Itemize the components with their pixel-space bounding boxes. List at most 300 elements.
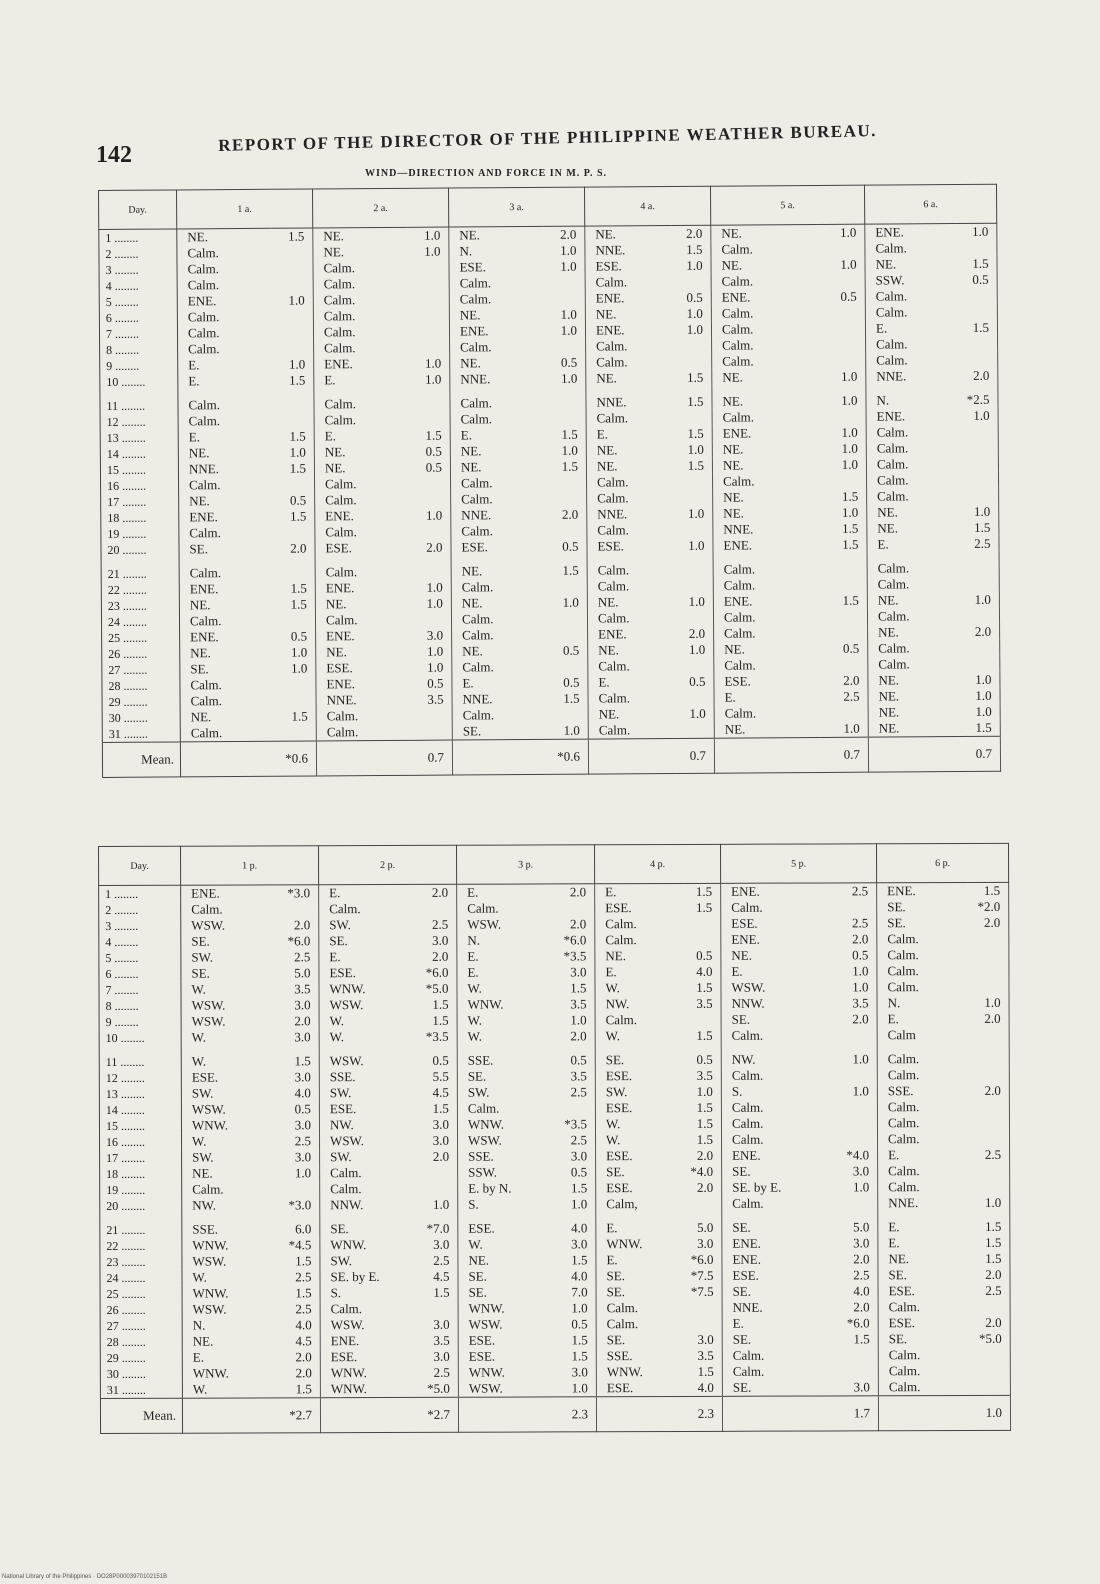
wind-direction: WNW. bbox=[329, 981, 366, 997]
wind-direction: ENE. bbox=[459, 323, 489, 339]
wind-force: 1.5 bbox=[272, 372, 314, 388]
wind-force: 2.0 bbox=[543, 226, 585, 243]
wind-direction: Calm. bbox=[606, 1300, 639, 1316]
wind-force bbox=[409, 476, 451, 492]
wind-direction: ENE. bbox=[189, 509, 218, 525]
day-number: 13 ........ bbox=[99, 1086, 181, 1102]
wind-force: 1.0 bbox=[271, 293, 313, 309]
wind-direction: SE. bbox=[330, 1221, 349, 1237]
wind-direction: SE. bbox=[191, 933, 210, 949]
wind-force bbox=[272, 412, 314, 428]
day-number: 26 ........ bbox=[102, 645, 180, 662]
wind-direction: Calm. bbox=[460, 411, 493, 427]
wind-force: 2.0 bbox=[956, 368, 998, 384]
wind-direction: NE. bbox=[461, 595, 483, 611]
wind-force bbox=[271, 324, 313, 340]
wind-direction: NW. bbox=[192, 1197, 216, 1213]
wind-force bbox=[956, 336, 998, 352]
wind-force: 1.5 bbox=[272, 428, 314, 444]
day-number: 28 ........ bbox=[100, 1334, 182, 1350]
day-number: 25 ........ bbox=[102, 629, 180, 646]
table-row bbox=[99, 1043, 1009, 1070]
wind-force bbox=[956, 352, 998, 368]
mean-value: 0.7 bbox=[820, 737, 868, 772]
wind-force: 2.5 bbox=[554, 1132, 596, 1148]
wind-direction: NE. bbox=[460, 355, 481, 371]
wind-force bbox=[955, 240, 997, 256]
day-number: 7 ........ bbox=[99, 982, 181, 998]
wind-force bbox=[967, 1099, 1009, 1115]
wind-force bbox=[684, 1300, 722, 1316]
wind-direction: ENE. bbox=[876, 408, 906, 424]
wind-force: 2.0 bbox=[409, 540, 451, 556]
wind-direction: Calm. bbox=[330, 1165, 362, 1181]
day-number: 15 ........ bbox=[99, 1118, 181, 1134]
wind-direction: NE. bbox=[877, 504, 898, 520]
wind-force: 2.0 bbox=[277, 917, 319, 933]
wind-force bbox=[956, 472, 998, 488]
wind-force: 1.5 bbox=[683, 1028, 721, 1044]
wind-force: 1.5 bbox=[416, 1285, 458, 1301]
day-column-header: Day. bbox=[99, 846, 181, 885]
wind-direction: Calm. bbox=[461, 475, 493, 491]
wind-direction: NE. bbox=[723, 489, 744, 505]
wind-force: 0.5 bbox=[546, 675, 588, 691]
wind-direction: ENE. bbox=[325, 508, 354, 524]
wind-force bbox=[820, 657, 868, 673]
wind-direction: WNW. bbox=[468, 1364, 505, 1380]
wind-force: 3.0 bbox=[554, 1148, 596, 1164]
wind-direction: Calm. bbox=[888, 1379, 921, 1395]
wind-force: 2.0 bbox=[278, 1349, 320, 1365]
wind-force: 0.5 bbox=[674, 674, 714, 690]
wind-force bbox=[409, 556, 451, 580]
wind-force: 1.5 bbox=[968, 1251, 1010, 1267]
wind-force: 2.0 bbox=[967, 1011, 1009, 1027]
wind-direction: SSE. bbox=[329, 1069, 356, 1085]
hour-column-header: 2 p. bbox=[319, 845, 457, 884]
mean-value: *2.7 bbox=[278, 1398, 320, 1433]
wind-force: 4.5 bbox=[278, 1333, 320, 1349]
wind-force: 0.5 bbox=[546, 643, 588, 659]
wind-direction: ENE. bbox=[326, 676, 356, 692]
wind-direction: E. bbox=[192, 1349, 205, 1365]
wind-direction: W. bbox=[329, 1029, 345, 1045]
wind-force bbox=[956, 456, 998, 472]
wind-direction: E. bbox=[329, 949, 341, 965]
wind-direction: W. bbox=[468, 1236, 483, 1252]
wind-force: 2.0 bbox=[829, 1011, 877, 1027]
wind-force: 1.5 bbox=[955, 320, 997, 336]
wind-force bbox=[967, 979, 1009, 995]
wind-force: 6.0 bbox=[278, 1213, 320, 1237]
wind-direction: NE. bbox=[323, 244, 345, 260]
wind-force bbox=[273, 476, 315, 492]
wind-force: 2.0 bbox=[967, 1083, 1009, 1099]
wind-direction: NNW. bbox=[330, 1197, 364, 1213]
wind-direction: Calm. bbox=[467, 900, 499, 916]
wind-direction: Calm. bbox=[876, 336, 908, 352]
wind-direction: WNW. bbox=[467, 996, 504, 1012]
mean-label: Mean. bbox=[102, 742, 180, 778]
wind-force bbox=[674, 690, 714, 706]
wind-direction: Calm. bbox=[460, 339, 492, 355]
wind-direction: WNW. bbox=[468, 1300, 505, 1316]
wind-force bbox=[967, 1067, 1009, 1083]
day-number: 30 ........ bbox=[102, 709, 180, 726]
wind-force: 1.0 bbox=[671, 306, 711, 322]
wind-force bbox=[683, 932, 721, 948]
wind-force: 3.0 bbox=[277, 1069, 319, 1085]
wind-direction: NE. bbox=[724, 641, 745, 657]
wind-direction: ENE. bbox=[887, 883, 916, 899]
wind-force: 1.5 bbox=[415, 1013, 457, 1029]
wind-force: 1.0 bbox=[673, 594, 713, 610]
wind-force: 0.5 bbox=[955, 272, 997, 288]
day-number: 9 ........ bbox=[99, 1014, 181, 1030]
wind-force: 2.5 bbox=[278, 1301, 320, 1317]
wind-force: 1.5 bbox=[273, 580, 315, 596]
wind-direction: E. bbox=[598, 674, 610, 690]
wind-direction: Calm. bbox=[325, 492, 357, 508]
wind-direction: NNE. bbox=[723, 521, 754, 537]
wind-force bbox=[673, 578, 713, 594]
day-number: 21 ........ bbox=[100, 1214, 182, 1238]
wind-direction: Calm. bbox=[876, 440, 909, 456]
wind-force: 3.0 bbox=[553, 964, 595, 980]
wind-force bbox=[273, 524, 315, 540]
wind-direction: WSW. bbox=[191, 917, 226, 933]
wind-force: 1.5 bbox=[272, 460, 314, 476]
wind-force: 0.5 bbox=[544, 355, 586, 371]
wind-direction: E. bbox=[460, 427, 472, 443]
wind-direction: NNE. bbox=[876, 368, 907, 384]
wind-force bbox=[958, 656, 1000, 672]
wind-force: *5.0 bbox=[968, 1331, 1010, 1347]
wind-force bbox=[674, 722, 714, 739]
wind-force: 3.5 bbox=[410, 692, 452, 708]
wind-direction: Calm. bbox=[187, 261, 220, 277]
wind-force: 2.5 bbox=[416, 1253, 458, 1269]
wind-direction: NNE. bbox=[188, 461, 219, 477]
wind-direction: Calm. bbox=[875, 288, 908, 304]
wind-force: 2.0 bbox=[278, 1365, 320, 1381]
wind-direction: Calm. bbox=[188, 413, 221, 429]
wind-direction: Calm. bbox=[877, 576, 910, 592]
wind-direction: NNE. bbox=[326, 692, 357, 708]
wind-direction: Calm. bbox=[330, 1301, 363, 1317]
wind-force bbox=[672, 410, 712, 426]
day-number: 29 ........ bbox=[102, 693, 180, 710]
wind-table-pm bbox=[98, 843, 1011, 1434]
wind-direction: WNW. bbox=[606, 1236, 643, 1252]
wind-direction: WNW. bbox=[192, 1237, 229, 1253]
wind-direction: SE. bbox=[462, 723, 482, 739]
wind-direction: Calm. bbox=[190, 725, 223, 741]
wind-direction: Calm. bbox=[597, 522, 629, 538]
day-number: 20 ........ bbox=[101, 541, 179, 558]
wind-direction: Calm. bbox=[721, 321, 754, 337]
wind-force: 2.0 bbox=[415, 949, 457, 965]
wind-direction: NE. bbox=[460, 443, 482, 459]
wind-direction: NNE. bbox=[596, 394, 627, 410]
wind-direction: W. bbox=[192, 1269, 207, 1285]
day-number: 10 ........ bbox=[99, 1030, 181, 1046]
wind-direction: ESE. bbox=[606, 1180, 633, 1196]
wind-force: 1.0 bbox=[673, 506, 713, 522]
wind-direction: NE. bbox=[192, 1333, 214, 1349]
wind-force: 2.5 bbox=[278, 1269, 320, 1285]
wind-force: 1.5 bbox=[271, 228, 313, 245]
wind-direction: NE. bbox=[324, 460, 346, 476]
wind-force: 1.0 bbox=[819, 505, 867, 521]
wind-force: 1.5 bbox=[544, 427, 586, 443]
wind-direction: SE. bbox=[887, 915, 906, 931]
table-header-row bbox=[99, 184, 997, 229]
wind-force bbox=[818, 353, 866, 369]
wind-direction: Calm. bbox=[732, 1363, 765, 1379]
wind-force: 1.0 bbox=[410, 660, 452, 676]
wind-force bbox=[818, 337, 866, 353]
wind-direction: Calm. bbox=[721, 241, 753, 257]
wind-force: 1.0 bbox=[274, 660, 316, 676]
wind-force bbox=[674, 658, 714, 674]
wind-direction: NE. bbox=[325, 596, 347, 612]
page-number: 142 bbox=[96, 142, 132, 168]
wind-force bbox=[553, 1100, 595, 1116]
wind-direction: ENE. bbox=[187, 293, 217, 309]
wind-force bbox=[544, 387, 586, 411]
wind-force: 1.5 bbox=[278, 1381, 320, 1398]
wind-direction: NNE. bbox=[595, 242, 626, 258]
wind-force: 1.5 bbox=[955, 256, 997, 272]
wind-force: *5.0 bbox=[416, 1381, 458, 1398]
wind-force: 5.5 bbox=[415, 1069, 457, 1085]
mean-value: 0.7 bbox=[410, 740, 452, 775]
wind-direction: NE. bbox=[192, 1165, 213, 1181]
day-number: 3 ........ bbox=[99, 918, 181, 934]
wind-direction: Calm bbox=[887, 1027, 916, 1043]
wind-force: 3.0 bbox=[830, 1163, 878, 1179]
wind-force: *6.0 bbox=[684, 1252, 722, 1268]
wind-direction: SE. bbox=[189, 541, 208, 557]
wind-direction: E. bbox=[875, 320, 888, 336]
wind-direction: ESE. bbox=[724, 673, 751, 689]
wind-force bbox=[272, 388, 314, 412]
wind-force: 1.5 bbox=[277, 1045, 319, 1069]
wind-force: *3.5 bbox=[553, 1116, 595, 1132]
wind-force: 0.5 bbox=[408, 444, 450, 460]
wind-force: 0.5 bbox=[554, 1164, 596, 1180]
wind-direction: NE. bbox=[596, 458, 618, 474]
wind-direction: Calm. bbox=[732, 1347, 765, 1363]
wind-force: 1.5 bbox=[554, 1180, 596, 1196]
wind-force: 1.5 bbox=[278, 1285, 320, 1301]
wind-force: 1.5 bbox=[819, 593, 867, 609]
wind-force: *6.0 bbox=[415, 965, 457, 981]
wind-direction: Calm. bbox=[596, 338, 628, 354]
wind-force: 1.0 bbox=[829, 1043, 877, 1067]
wind-direction: ESE. bbox=[329, 965, 356, 981]
wind-force: 1.5 bbox=[819, 521, 867, 537]
wind-direction: Calm. bbox=[723, 609, 756, 625]
wind-direction: E. bbox=[329, 885, 341, 901]
wind-force: 2.0 bbox=[967, 915, 1009, 931]
wind-direction: NNE. bbox=[597, 506, 628, 522]
wind-direction: Calm. bbox=[598, 690, 631, 706]
wind-force: 2.0 bbox=[968, 1267, 1010, 1283]
wind-direction: W. bbox=[467, 980, 482, 996]
wind-force bbox=[957, 488, 999, 504]
day-number: 11 ........ bbox=[99, 1046, 181, 1070]
wind-direction: E. bbox=[467, 884, 479, 900]
wind-force: 2.5 bbox=[278, 1133, 320, 1149]
wind-force: 3.0 bbox=[277, 997, 319, 1013]
wind-force: 1.0 bbox=[554, 1380, 596, 1397]
wind-direction: Calm. bbox=[888, 1131, 920, 1147]
day-number: 27 ........ bbox=[100, 1318, 182, 1334]
wind-force bbox=[407, 260, 449, 276]
wind-force bbox=[683, 1012, 721, 1028]
mean-value: 1.0 bbox=[968, 1395, 1010, 1430]
wind-direction: SE. bbox=[606, 1164, 625, 1180]
wind-direction: W. bbox=[191, 981, 206, 997]
wind-direction: WSW. bbox=[329, 1053, 364, 1069]
wind-force: 3.0 bbox=[416, 1237, 458, 1253]
wind-force: 3.0 bbox=[554, 1236, 596, 1252]
wind-direction: NE. bbox=[723, 505, 744, 521]
wind-force bbox=[829, 1115, 877, 1131]
mean-value: 2.3 bbox=[684, 1396, 722, 1431]
wind-force bbox=[409, 524, 451, 540]
wind-force: 1.0 bbox=[674, 706, 714, 722]
wind-force: 3.0 bbox=[830, 1379, 878, 1396]
wind-force: 1.0 bbox=[956, 408, 998, 424]
day-number: 19 ........ bbox=[101, 525, 179, 542]
wind-force: 1.5 bbox=[819, 537, 867, 553]
wind-force: 1.5 bbox=[683, 900, 721, 916]
wind-direction: Calm. bbox=[731, 899, 763, 915]
wind-direction: Calm. bbox=[877, 488, 909, 504]
wind-force: 2.0 bbox=[829, 931, 877, 947]
wind-direction: ESE. bbox=[597, 538, 624, 554]
wind-force bbox=[958, 640, 1000, 656]
day-number: 18 ........ bbox=[100, 1166, 182, 1182]
wind-direction: NE. bbox=[459, 307, 481, 323]
wind-force bbox=[546, 707, 588, 723]
wind-direction: Calm. bbox=[888, 1347, 921, 1363]
wind-direction: SE. bbox=[731, 1011, 751, 1027]
wind-direction: Calm. bbox=[721, 305, 754, 321]
wind-force: 3.0 bbox=[277, 1029, 319, 1045]
wind-force: 2.0 bbox=[684, 1180, 722, 1196]
wind-force bbox=[955, 288, 997, 304]
wind-direction: NE. bbox=[190, 709, 212, 725]
wind-force: 2.0 bbox=[416, 1149, 458, 1165]
wind-force: 7.0 bbox=[554, 1284, 596, 1300]
wind-direction: SE. bbox=[468, 1268, 487, 1284]
wind-direction: SW. bbox=[605, 1084, 628, 1100]
day-number: 20 ........ bbox=[100, 1198, 182, 1214]
wind-direction: SE. bbox=[329, 933, 348, 949]
wind-direction: E. bbox=[596, 426, 608, 442]
wind-force bbox=[819, 609, 867, 625]
wind-force: 1.0 bbox=[671, 258, 711, 274]
wind-direction: ESE. bbox=[605, 1068, 633, 1084]
wind-direction: Calm. bbox=[325, 612, 358, 628]
wind-force bbox=[545, 579, 587, 595]
wind-direction: Calm. bbox=[731, 1067, 764, 1083]
wind-direction: WNW. bbox=[191, 1117, 229, 1133]
wind-force bbox=[543, 275, 585, 291]
wind-direction: NE. bbox=[878, 624, 899, 640]
wind-force: 1.5 bbox=[554, 1348, 596, 1364]
wind-direction: ENE. bbox=[191, 885, 220, 901]
wind-force: 2.0 bbox=[553, 884, 595, 901]
wind-force: 1.0 bbox=[408, 372, 450, 388]
wind-force: 1.5 bbox=[672, 458, 712, 474]
wind-direction: Calm. bbox=[878, 656, 910, 672]
wind-force: 1.0 bbox=[543, 259, 585, 275]
wind-direction: W. bbox=[467, 1012, 482, 1028]
wind-force bbox=[673, 610, 713, 626]
wind-direction: ESE. bbox=[605, 1100, 633, 1116]
wind-direction: Calm. bbox=[323, 308, 356, 324]
wind-force: 0.5 bbox=[829, 947, 877, 963]
wind-force: 1.0 bbox=[671, 322, 711, 338]
wind-direction: ESE. bbox=[468, 1348, 496, 1364]
wind-table-am bbox=[98, 184, 1001, 778]
wind-direction: Calm. bbox=[188, 341, 220, 357]
wind-direction: Calm. bbox=[461, 611, 494, 627]
hour-column-header: 1 a. bbox=[177, 189, 313, 229]
wind-direction: NNE. bbox=[732, 1299, 763, 1315]
wind-direction: WSW. bbox=[330, 1133, 364, 1149]
wind-direction: NE. bbox=[877, 520, 899, 536]
wind-direction: Calm. bbox=[596, 354, 628, 370]
wind-force: 1.0 bbox=[830, 1179, 878, 1195]
wind-direction: Calm. bbox=[878, 640, 910, 656]
wind-force bbox=[683, 916, 721, 932]
wind-direction: Calm. bbox=[187, 277, 220, 293]
wind-direction: SSW. bbox=[875, 272, 905, 288]
wind-direction: Calm. bbox=[876, 352, 908, 368]
table-header-row bbox=[99, 843, 1009, 885]
wind-direction: E. bbox=[731, 963, 743, 979]
wind-direction: Calm. bbox=[187, 309, 220, 325]
wind-force bbox=[955, 304, 997, 320]
wind-direction: Calm. bbox=[887, 963, 919, 979]
wind-direction: Calm. bbox=[876, 472, 909, 488]
wind-force: 1.0 bbox=[278, 1165, 320, 1181]
wind-force: 3.5 bbox=[277, 981, 319, 997]
wind-force: 1.0 bbox=[957, 592, 999, 608]
wind-direction: WSW. bbox=[191, 1101, 226, 1117]
wind-direction: ENE. bbox=[722, 425, 752, 441]
wind-force: *7.5 bbox=[684, 1284, 722, 1300]
wind-force bbox=[817, 305, 865, 321]
wind-direction: NW. bbox=[329, 1117, 354, 1133]
day-number: 6 ........ bbox=[99, 309, 177, 326]
wind-force: 1.0 bbox=[818, 425, 866, 441]
wind-force: *7.5 bbox=[684, 1268, 722, 1284]
wind-force: 1.5 bbox=[415, 1101, 457, 1117]
wind-direction: NE. bbox=[189, 597, 211, 613]
wind-force: *7.0 bbox=[416, 1213, 458, 1237]
wind-direction: W. bbox=[605, 1028, 621, 1044]
wind-force: 2.5 bbox=[968, 1147, 1010, 1163]
wind-direction: Calm. bbox=[462, 707, 495, 723]
